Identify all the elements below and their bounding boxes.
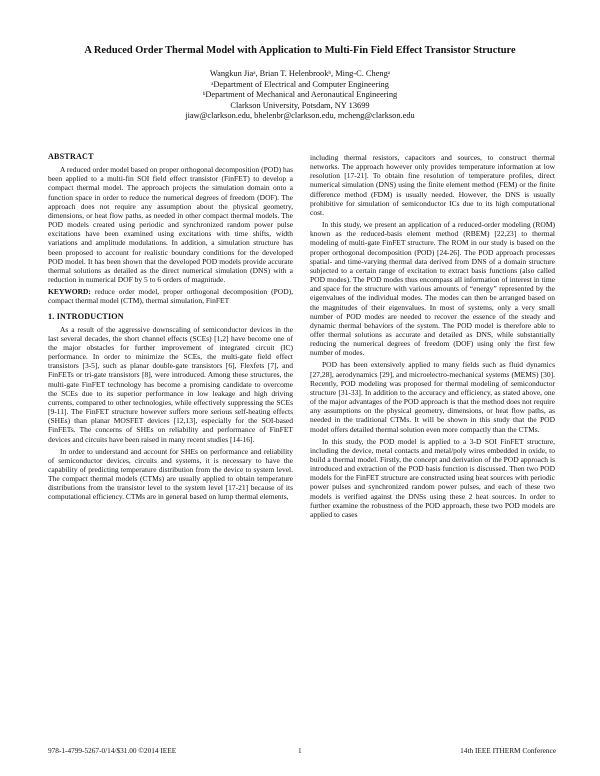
- right-column: [310, 153, 555, 522]
- author-names: Wangkun Jiaᵃ, Brian T. Helenbrookᵇ, Ming-C. Chengᵃ: [209, 69, 391, 78]
- body-paragraph: As a result of the aggressive downscaling of semiconductor devices in the last several decades, the short channel effects (SCEs) [1,2] have become one of the major obstacles for further improvement of integrated circuit (IC) performance. In order to minimize the SCEs, the multi-gate field effect transistors [3-5], such as planar double-gate transistors [6], Flexfets [7], and FinFETs or tri-gate transistors [8], were introduced. Among these structures, the multi-gate FinFET technology has become a promising candidate to overcome the SCEs due to its superior performance in low leakage and high driving currents, compared to other technologies, while effectively suppressing the SCEs [9-11]. The FinFET structure however suffers more serious self-heating effects (SHEs) than planar MOSFET devices [12,13], especially for the SOI-based FinFETs. The concerns of SHEs on reliability and performance of FinFET devices and circuits have been raised in many recent studies [14-16].: [48, 324, 293, 444]
- body-paragraph: In order to understand and account for SHEs on performance and reliability of semiconductor devices, circuits and systems, it is necessary to have the capability of predicting temperature distribution from the device to system level. The compact thermal models (CTMs) are usually applied to obtain temperature distributions from the transistor level to the system level [17-21] because of its computational efficiency. CTMs are in general based on lump thermal elements,: [48, 446, 293, 502]
- footer-conference: 14th IEEE ITHERM Conference: [460, 746, 556, 755]
- body-paragraph: POD has been extensively applied to many fields such as fluid dynamics [27,28], aerodynamics [29], and microelectro-mechanical systems (MEMS) [30]. Recently, POD modeling was proposed for thermal modeling of semiconductor structure [31-33]. In addition to the accuracy and efficiency, as stated above, one of the major advantages of the POD approach is that the method does not require any assumptions on the physical geometry, dimensions, or heat flow paths, as needed in the traditional CTMs. It will be shown in this study that the POD model offers detailed thermal solution even more compactly than the CTMs.: [310, 360, 555, 434]
- author-block: [130, 69, 470, 122]
- affiliation-a: ᵃDepartment of Electrical and Computer Engineering: [211, 79, 389, 89]
- body-paragraph: including thermal resistors, capacitors and sources, to construct thermal networks. The approach however only provides temperature information at low resolution [17-21]. To obtain fine resolution of temperature profiles, direct numerical simulation (DNS) using the finite element method (FEM) or the finite difference method (FDM) is usually needed. However, the DNS is usually prohibitive for simulation of semiconductor ICs due to its high computational cost.: [310, 153, 555, 217]
- page-number: 1: [298, 746, 302, 755]
- keywords-label: KEYWORD:: [48, 287, 91, 297]
- keywords-line: [48, 287, 293, 305]
- abstract-body: A reduced order model based on proper orthogonal decomposition (POD) has been applied to a multi-fin SOI field effect transistor (FinFET) to develop a compact thermal model. The approach projects the simulation domain onto a function space in order to reduce the numerical degrees of freedom (DOF). The approach does not require any assumption about the physical geometry, dimensions, or heat flow paths, as needed in other compact thermal models. The POD models created using periodic and synchronized random power pulse excitations have been examined using excitations with time shifts, width variations and amplitude modulations. In addition, a simulation structure has been proposed to account for realistic boundary conditions for the developed POD model. It has been shown that the developed POD models provide accurate thermal solutions as detailed as the direct numerical simulation (DNS) with a reduction in numerical DOF by 5 to 6 orders of magnitude.: [48, 165, 293, 285]
- paper-title: A Reduced Order Thermal Model with Application to Multi-Fin Field Effect Transistor Structure: [84, 45, 516, 56]
- left-column: [48, 152, 293, 505]
- author-emails: jiaw@clarkson.edu, bhelenbr@clarkson.edu, mcheng@clarkson.edu: [185, 111, 415, 121]
- university-address: Clarkson University, Potsdam, NY 13699: [230, 100, 370, 110]
- body-paragraph: In this study, the POD model is applied to a 3-D SOI FinFET structure, including the device, metal contacts and metal/poly wires embedded in oxide, to build a thermal model. Firstly, the concept and derivation of the POD approach is introduced and extraction of the POD basis function is discussed. Then two POD models for the FinFET structure are constructed using heat sources with periodic power pulses and synchronized random power pulses, and each of these two models is verified against the DNSs using these 2 heat sources. In order to further examine the robustness of the POD approach, these two POD models are applied to cases: [310, 436, 555, 519]
- footer-copyright: 978-1-4799-5267-0/14/$31.00 ©2014 IEEE: [48, 746, 177, 755]
- body-paragraph: In this study, we present an application of a reduced-order modeling (ROM) known as the reduced-basis element method (RBEM) [22,23] to thermal modeling of multi-gate FinFET structure. The ROM in our study is based on the proper orthogonal decomposition (POD) [24-26]. The POD approach processes spatial- and time-varying thermal data derived from DNS of a domain structure subjected to a certain range of excitation to extract basis functions (also called POD modes). The POD modes thus encompass all information of interest in time and space for the structure with various amounts of “energy” represented by the eigenvalues of the individual modes. The modes can then be arranged based on the magnitudes of their eigenvalues. In most of systems, only a very small number of POD modes are needed to recover the essence of the steady and dynamic thermal behaviors of the system. The POD model is therefore able to offer thermal solutions as accurate and detailed as DNS, while substantially reducing the numerical degrees of freedom (DOF) using only the first few number of modes.: [310, 220, 555, 358]
- abstract-heading: ABSTRACT: [48, 152, 94, 161]
- introduction-heading: 1. INTRODUCTION: [48, 311, 124, 321]
- keywords-text: reduce order model, proper orthogonal decomposition (POD), compact thermal model (CTM), thermal simulation, FinFET: [48, 287, 293, 306]
- page-footer: [44, 745, 556, 757]
- affiliation-b: ᵇDepartment of Mechanical and Aeronautical Engineering: [202, 90, 398, 100]
